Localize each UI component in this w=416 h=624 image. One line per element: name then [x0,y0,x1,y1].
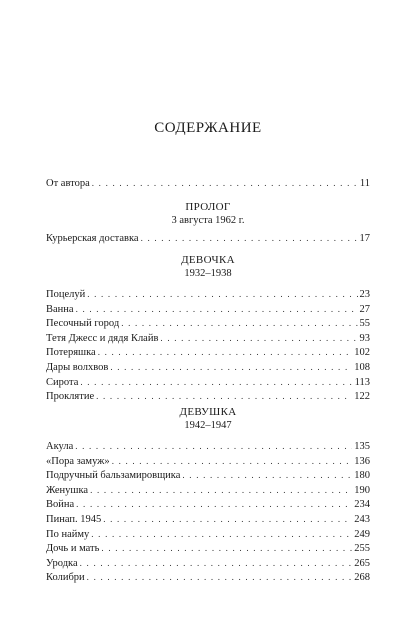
entry-title: Дары волхвов [46,361,109,373]
toc-entry[interactable] [46,375,370,390]
entry-page: 268 [354,572,370,584]
dot-leader [182,468,352,483]
dot-leader [141,231,358,246]
entry-page: 255 [354,543,370,555]
entry-page: 17 [359,233,370,244]
dot-leader [75,439,352,454]
toc-entry[interactable] [46,497,370,512]
toc-entry[interactable] [46,316,370,331]
entry-page: 55 [359,318,370,330]
dot-leader [91,527,352,542]
entry-page: 23 [359,289,370,300]
toc-entry[interactable] [46,439,370,454]
entry-title: Уродка [46,557,78,569]
entry-page: 135 [354,441,370,452]
entry-title: По найму [46,528,90,540]
dot-leader [76,302,358,317]
entry-page: 27 [359,303,370,315]
section-years: 1942–1947 [184,420,232,431]
entry-title: Ванна [46,303,74,315]
toc-entry[interactable] [46,570,370,585]
entry-page: 122 [354,391,370,403]
page-title: СОДЕРЖАНИЕ [154,120,262,136]
entry-title: Курьерская доставка [46,233,139,244]
entry-title: Дочь и мать [46,543,100,555]
entry-page: 102 [354,347,370,359]
part1-list [46,287,370,404]
dot-leader [110,360,352,375]
entry-page: 243 [354,513,370,525]
entry-title: Пинап. 1945 [46,513,102,525]
dot-leader [96,389,352,404]
toc-entry[interactable] [46,345,370,360]
dot-leader [160,331,357,346]
entry-page: 180 [354,470,370,482]
dot-leader [121,316,357,331]
section-heading: ПРОЛОГ [185,201,231,213]
entry-page: 93 [359,332,370,344]
toc-part-2 [46,405,370,585]
toc-entry[interactable] [46,176,370,191]
prologue-list [46,231,370,246]
dot-leader [87,287,357,302]
toc-entry[interactable] [46,454,370,469]
entry-title: Проклятие [46,391,95,403]
part2-list [46,439,370,585]
entry-page: 234 [354,499,370,511]
entry-title: Подручный бальзамировщика [46,470,181,482]
entry-title: Война [46,499,75,511]
entry-page: 190 [354,484,370,496]
toc-entry[interactable] [46,360,370,375]
toc-prologue [46,200,370,246]
entry-page: 108 [354,361,370,373]
toc-entry[interactable] [46,302,370,317]
section-heading: ДЕВУШКА [179,406,237,418]
dot-leader [103,512,352,527]
entry-title: Песочный город [46,318,120,330]
section-heading: ДЕВОЧКА [181,254,235,266]
entry-title: Колибри [46,572,85,584]
toc-entry[interactable] [46,556,370,571]
dot-leader [87,570,353,585]
dot-leader [76,497,352,512]
toc-entry[interactable] [46,331,370,346]
toc-entry[interactable] [46,483,370,498]
dot-leader [92,176,358,191]
entry-title: Потеряшка [46,347,96,359]
dot-leader [112,454,353,469]
entry-title: Сирота [46,376,79,388]
toc-entry[interactable] [46,389,370,404]
section-years: 1932–1938 [184,268,232,279]
dot-leader [98,345,353,360]
dot-leader [101,541,352,556]
toc-intro [46,176,370,191]
dot-leader [80,556,353,571]
toc-entry[interactable] [46,512,370,527]
entry-page: 11 [359,178,370,189]
toc-entry[interactable] [46,541,370,556]
toc-entry[interactable] [46,527,370,542]
entry-title: Поцелуй [46,289,86,300]
dot-leader [90,483,352,498]
entry-page: 136 [354,455,370,467]
toc-part-1 [46,253,370,404]
toc-entry[interactable] [46,231,370,246]
entry-title: Женушка [46,484,89,496]
entry-page: 265 [354,557,370,569]
entry-page: 249 [354,528,370,540]
entry-title: Тетя Джесс и дядя Клайв [46,332,159,344]
entry-title: От автора [46,178,90,189]
toc-entry[interactable] [46,468,370,483]
section-date: 3 августа 1962 г. [171,215,245,226]
entry-title: Акула [46,441,74,452]
toc-entry[interactable] [46,287,370,302]
dot-leader [80,375,352,390]
entry-page: 113 [354,376,370,388]
entry-title: «Пора замуж» [46,455,110,467]
